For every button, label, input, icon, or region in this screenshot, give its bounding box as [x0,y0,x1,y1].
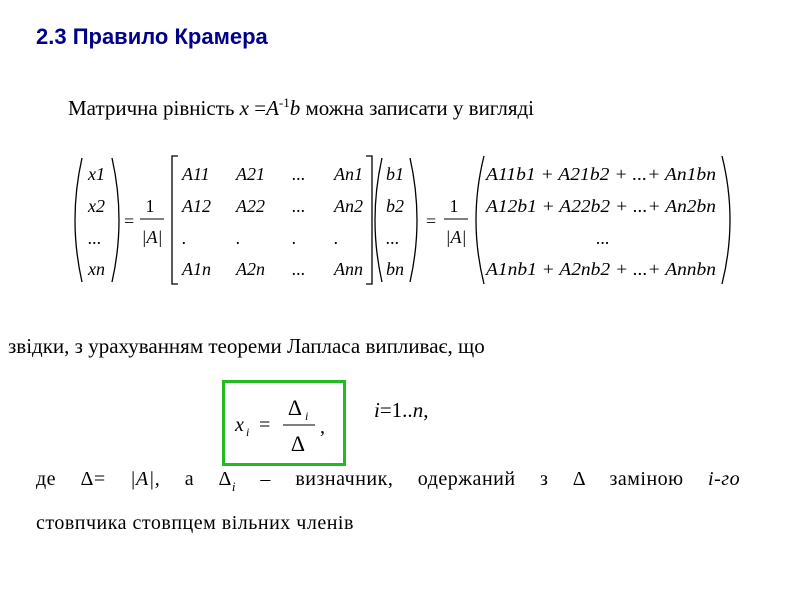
cofactor-cell: . [182,228,187,248]
b-vector [386,164,404,279]
intro-before: Матрична рівність [68,96,240,120]
cofactor-cell: A21 [236,164,265,184]
var-A: A [266,96,279,120]
bracket-left [172,156,178,284]
formula-denominator: Δ [290,431,306,456]
delta-i-sub: i [231,479,236,494]
explanation-line-1 [36,468,741,494]
factor-num-2: 1 [449,196,459,216]
cofactor-cell: An2 [334,196,363,216]
factor-den-1: |A| [141,227,163,247]
cofactor-cell: Ann [334,259,363,279]
bracket-right [366,156,372,284]
intro-line [68,96,534,121]
cofactor-cell: An1 [334,164,363,184]
paren-left-b [375,158,382,282]
equals-1: = [124,211,135,231]
matrix-equation [0,150,800,300]
slide-title: 2.3 Правило Крамера [36,24,268,49]
factor-num-1: 1 [145,196,155,216]
var-x: x [239,96,249,120]
formula-equals: = [259,414,271,436]
delta-symbol-2: Δ [572,468,586,490]
formula-numerator-sub: i [305,409,309,423]
b-entry-4: bn [386,259,404,279]
delta-eq: Δ= [80,468,106,490]
x-entry-4: xn [88,259,105,279]
x-entry-2: x2 [88,196,105,216]
intro-after: можна записати у вигляді [300,96,535,120]
b-entry-2: b2 [386,196,404,216]
cofactor-cell: A2n [236,259,265,279]
x-entry-1: x1 [88,164,105,184]
b-entry-1: b1 [386,164,404,184]
abs-A: |A|, [130,468,161,490]
x-entry-3: ... [88,228,102,248]
index-n: n [412,398,424,422]
cofactor-cell: ... [292,259,306,279]
delta-i [218,468,237,494]
word-determinant: – визначник, [260,468,394,490]
var-b: b [289,96,301,120]
formula-comma: , [320,416,325,438]
word-z: з [539,468,549,490]
cofactor-cell: A1n [182,259,211,279]
paren-left-result [476,156,484,284]
factor-den-2: |A| [445,227,467,247]
result-row-4: A1nb1 + A2nb2 + ...+ Annbn [484,259,716,279]
index-comma: , [423,398,429,422]
cofactor-cell: A22 [236,196,265,216]
paren-left-x [75,158,82,282]
result-row-2: A12b1 + A22b2 + ...+ An2bn [484,196,716,216]
result-row-3: ... [596,228,610,248]
index-var: i [374,398,380,422]
cofactor-cell: A11 [182,164,210,184]
paren-right-b [410,158,417,282]
eq-sign: = [248,96,267,120]
cofactor-matrix [181,164,363,279]
result-row-1: A11b1 + A21b2 + ...+ An1bn [484,164,716,184]
equals-2: = [426,211,437,231]
inverse-exponent: -1 [278,95,290,110]
paren-right-x [112,158,119,282]
laplace-sentence: звідки, з урахуванням теореми Лапласа випливає, що [8,334,485,358]
word-replacement: заміною [609,468,684,490]
word-de: де [36,468,57,490]
word-a: а [184,468,195,490]
cofactor-cell: . [236,228,241,248]
cofactor-cell: . [334,228,339,248]
result-vector [485,164,716,279]
explanation-line-2: стовпчика стовпцем вільних членів [36,512,354,534]
index-rest: =1.. [379,398,413,422]
cofactor-cell: ... [292,164,306,184]
cofactor-cell: . [292,228,297,248]
cramer-formula [225,383,343,463]
formula-numerator: Δ [287,395,303,420]
formula-box [222,380,346,466]
paren-right-result [722,156,730,284]
formula-lhs: x [235,414,244,436]
delta-symbol: Δ [218,468,232,490]
index-range [374,398,428,423]
x-vector [87,164,105,279]
word-i-th: i-го [708,468,741,490]
cofactor-cell: ... [292,196,306,216]
cofactor-cell: A12 [182,196,211,216]
word-obtained: одержаний [417,468,516,490]
b-entry-3: ... [386,228,400,248]
formula-lhs-sub: i [246,425,250,439]
